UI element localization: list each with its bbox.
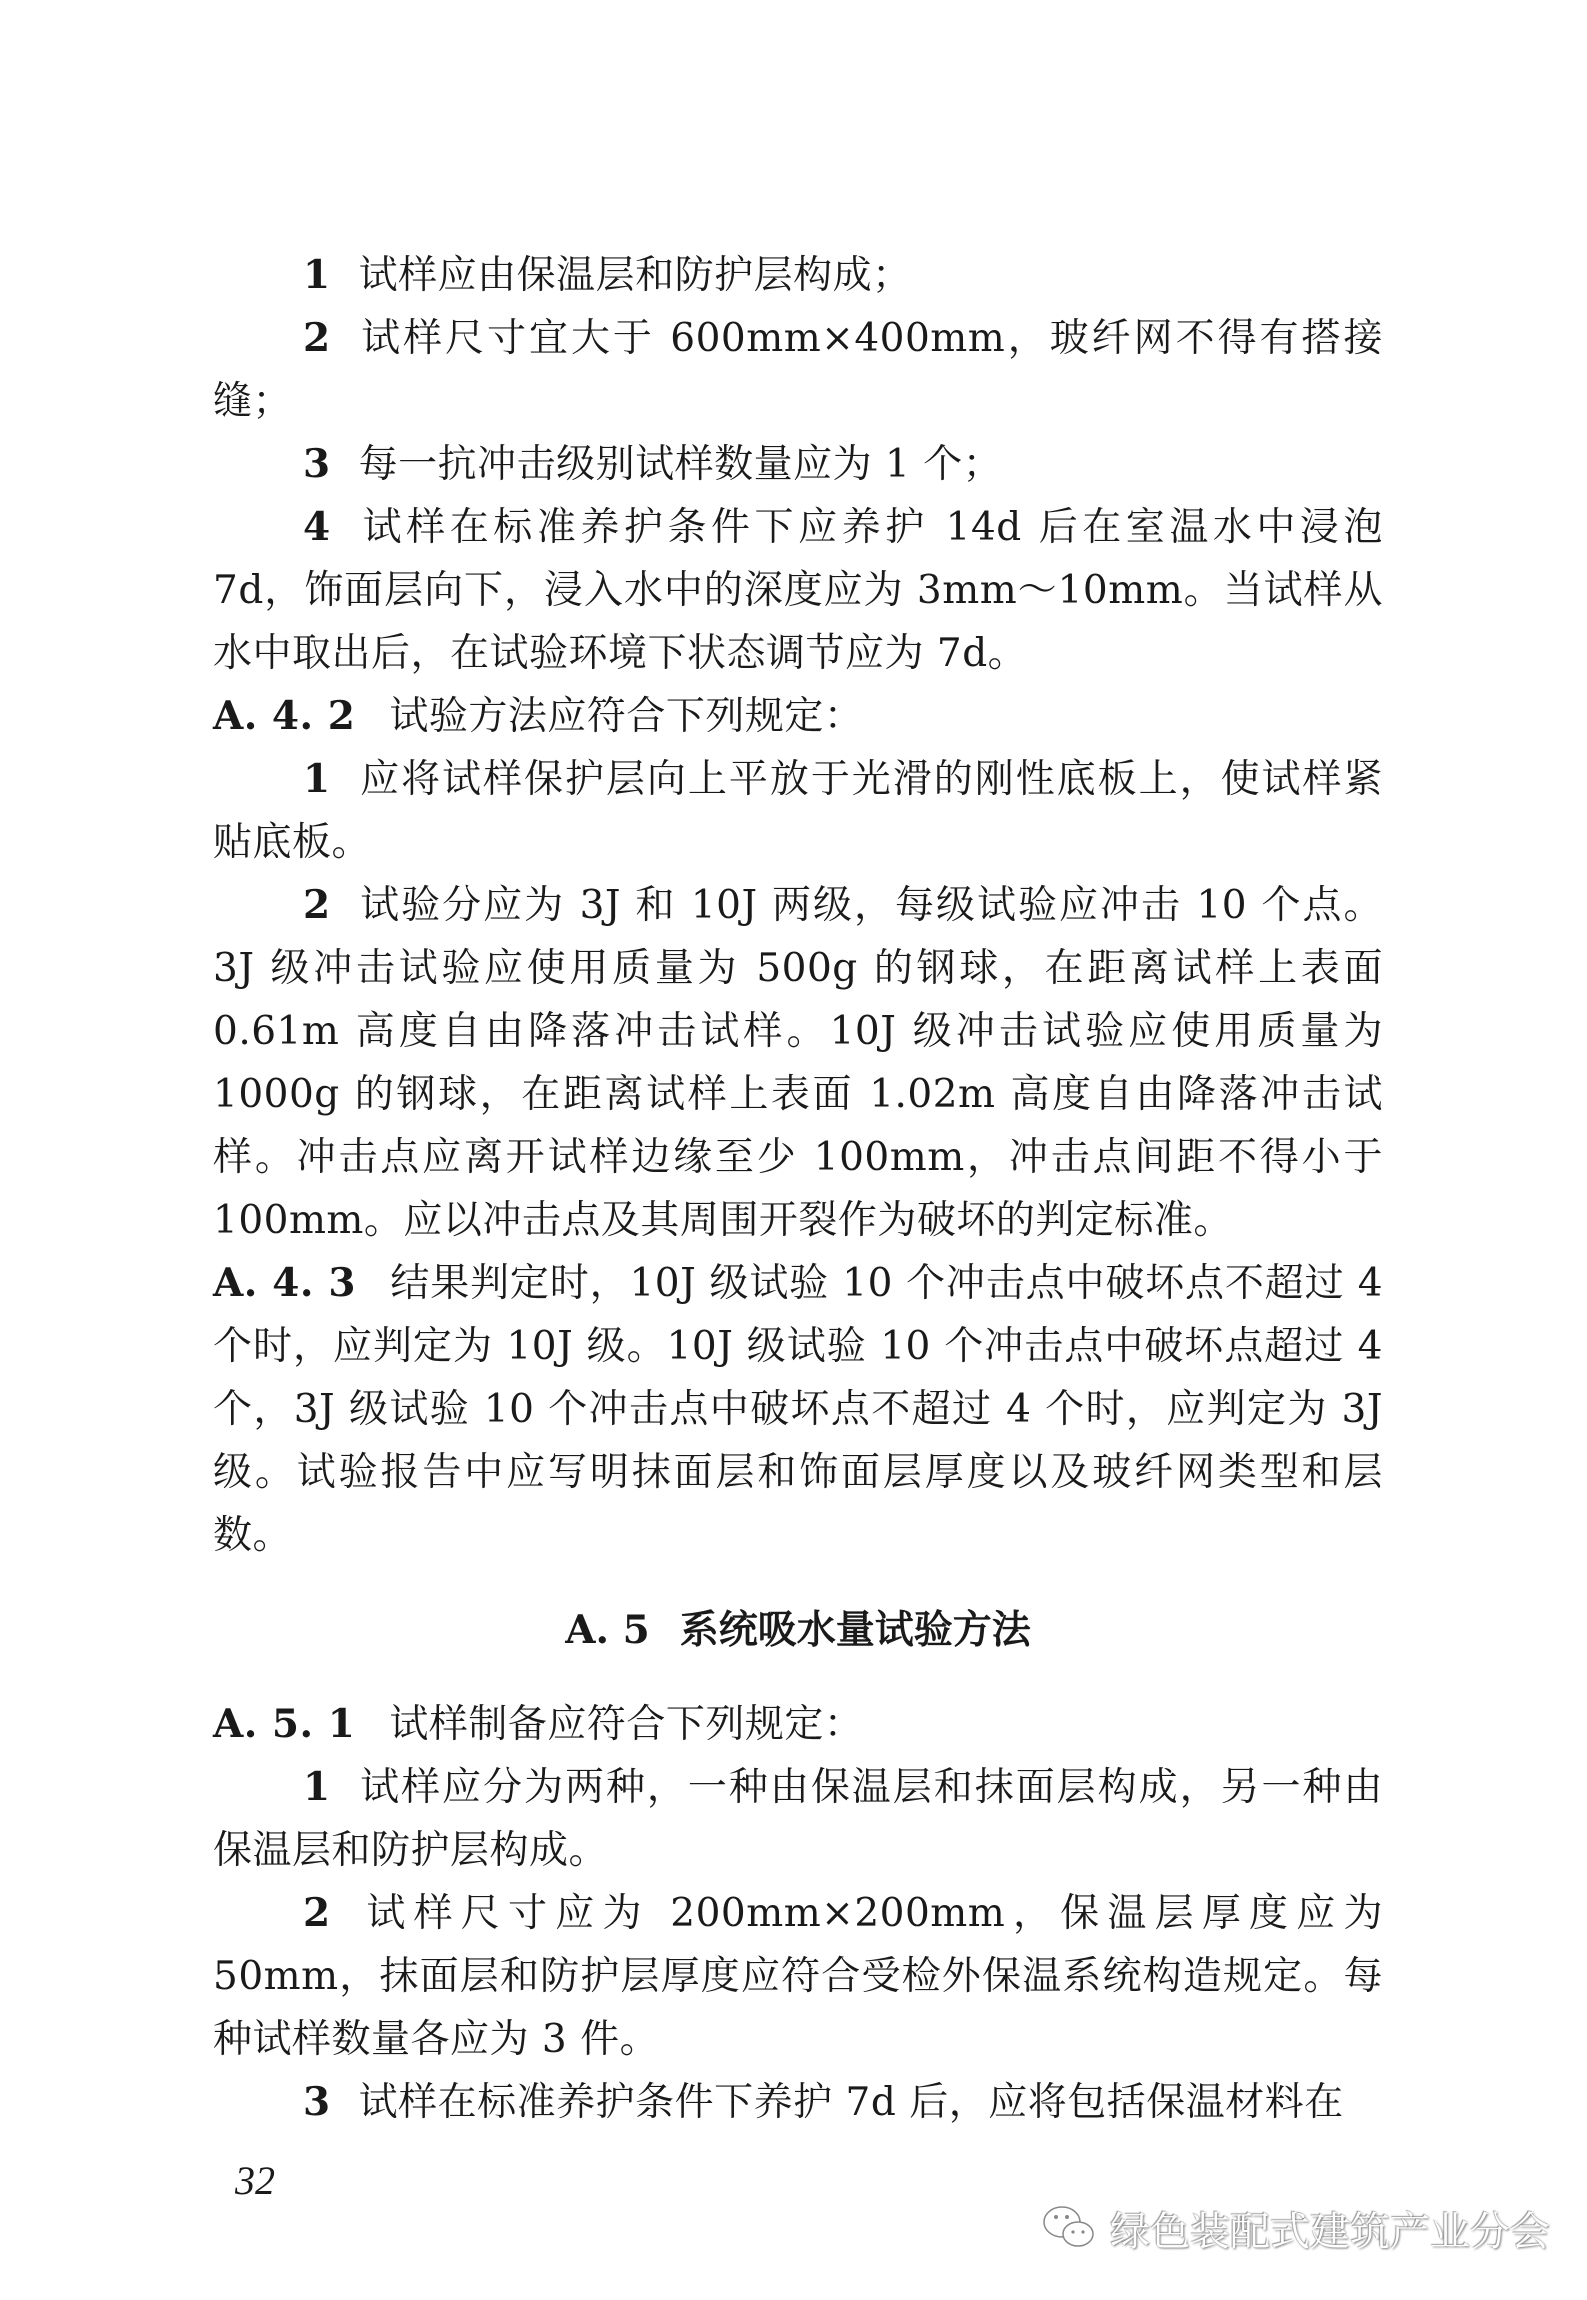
section-number: A. 5 (565, 1607, 650, 1653)
item-number: 3 (303, 441, 331, 487)
watermark (1040, 2200, 1550, 2257)
paragraph-text: 试样制备应符合下列规定： (389, 1702, 864, 1747)
list-item (213, 748, 1383, 874)
section-title: 系统吸水量试验方法 (679, 1607, 1031, 1653)
clause-number: A. 4. 2 (213, 693, 356, 739)
list-item (213, 1756, 1383, 1882)
list-item (213, 496, 1383, 685)
clause-number: A. 5. 1 (213, 1701, 356, 1747)
clause-number: A. 4. 3 (213, 1260, 357, 1306)
clause-paragraph (213, 1252, 1383, 1567)
paragraph-text: 每一抗冲击级别试样数量应为 1 个； (358, 442, 1003, 487)
paragraph-text: 试样尺寸宜大于 600mm×400mm，玻纤网不得有搭接缝； (213, 316, 1383, 424)
list-item (213, 1882, 1383, 2071)
item-number: 4 (303, 504, 331, 550)
clause-paragraph (213, 1693, 1383, 1756)
clause-paragraph (213, 685, 1383, 748)
item-number: 1 (303, 252, 331, 298)
item-number: 2 (303, 1890, 331, 1936)
wechat-icon (1040, 2202, 1100, 2256)
paragraph-text: 试样在标准养护条件下应养护 14d 后在室温水中浸泡 7d，饰面层向下，浸入水中的深度应为 3mm～10mm。当试样从水中取出后，在试验环境下状态调节应为 7d。 (213, 505, 1383, 676)
paragraphs-group-a4 (213, 244, 1383, 1567)
paragraphs-group-a5 (213, 1693, 1383, 2134)
item-number: 1 (303, 1764, 331, 1810)
list-item (213, 244, 1383, 307)
watermark-text: 绿色装配式建筑产业分会 (1110, 2209, 1550, 2255)
list-item (213, 307, 1383, 433)
paragraph-text: 试样尺寸应为 200mm×200mm，保温层厚度应为 50mm，抹面层和防护层厚度应符合受检外保温系统构造规定。每种试样数量各应为 3 件。 (213, 1891, 1383, 2062)
list-item (213, 2071, 1383, 2134)
page-number: 32 (235, 2158, 275, 2203)
item-number: 2 (303, 882, 331, 928)
paragraph-text: 应将试样保护层向上平放于光滑的刚性底板上，使试样紧贴底板。 (213, 757, 1383, 865)
paragraph-text: 试样应由保温层和防护层构成； (358, 253, 912, 298)
paragraph-text: 试验方法应符合下列规定： (389, 694, 864, 739)
paragraph-text: 试样在标准养护条件下养护 7d 后，应将包括保温材料在 (358, 2080, 1344, 2125)
document-body (213, 244, 1383, 2134)
section-heading (213, 1599, 1383, 1662)
item-number: 1 (303, 756, 331, 802)
item-number: 3 (303, 2079, 331, 2125)
list-item (213, 874, 1383, 1252)
list-item (213, 433, 1383, 496)
paragraph-text: 试验分应为 3J 和 10J 两级，每级试验应冲击 10 个点。3J 级冲击试验应使用质量为 500g 的钢球，在距离试样上表面 0.61m 高度自由降落冲击试样。10J 级冲击试验应使用质量为 1000g 的钢球，在距离试样上表面 1.02m 高度自由降落冲击试样。冲击点应离开试样边缘至少 100mm，冲击点间距不得小于 100mm。应以冲击点及其周围开裂作为破坏的判定标准。 (213, 883, 1383, 1243)
paragraph-text: 试样应分为两种，一种由保温层和抹面层构成，另一种由保温层和防护层构成。 (213, 1765, 1383, 1873)
item-number: 2 (303, 315, 331, 361)
paragraph-text: 结果判定时，10J 级试验 10 个冲击点中破坏点不超过 4 个时，应判定为 10J 级。10J 级试验 10 个冲击点中破坏点超过 4 个，3J 级试验 10 个冲击点中破坏点不超过 4 个时，应判定为 3J 级。试验报告中应写明抹面层和饰面层厚度以及玻纤网类型和层数。 (213, 1261, 1384, 1558)
